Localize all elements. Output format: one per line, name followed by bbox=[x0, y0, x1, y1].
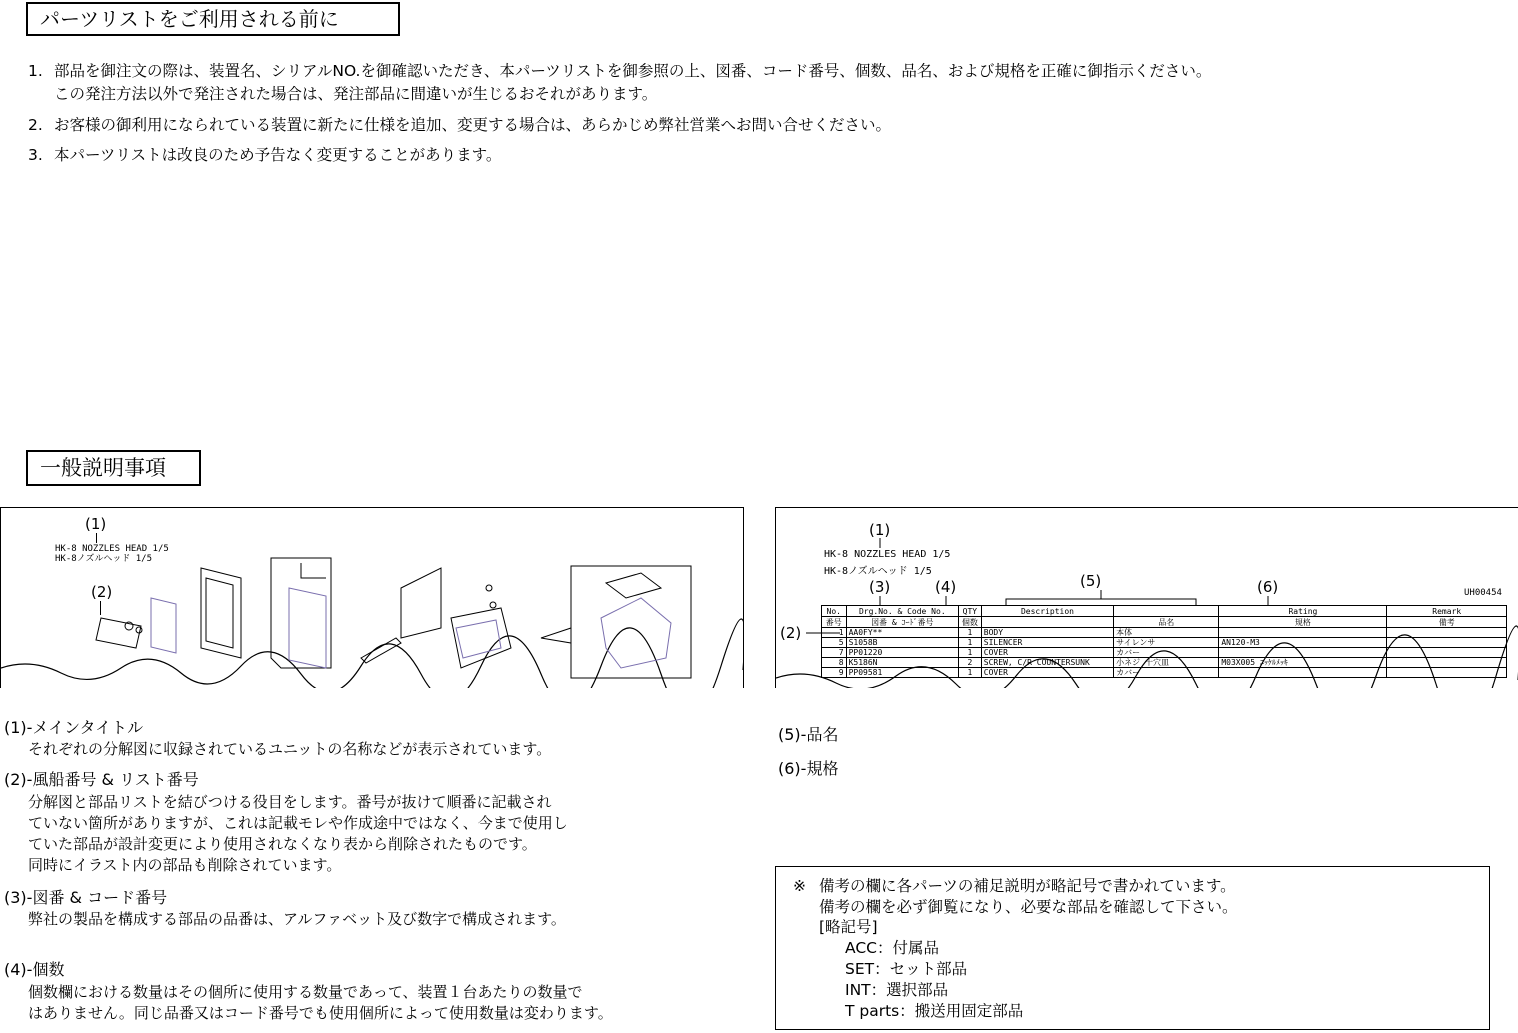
exploded-drawing bbox=[1, 508, 743, 688]
cell-remark bbox=[1387, 628, 1507, 638]
legend-label: 付属品 bbox=[892, 939, 940, 957]
legend-separator: ： bbox=[899, 1002, 915, 1020]
intro-text: 本パーツリストは改良のため予告なく変更することがあります。 bbox=[54, 146, 502, 164]
legend-title: [略記号] bbox=[819, 918, 878, 936]
intro-item-2 bbox=[28, 114, 891, 136]
callout-2: (2) bbox=[780, 624, 802, 642]
col-rating: Rating bbox=[1219, 606, 1387, 617]
main-title-jp: HK-8ノズルヘッド 1/5 bbox=[824, 566, 932, 577]
cell-rating bbox=[1219, 628, 1387, 638]
col-qty-jp: 個数 bbox=[959, 617, 982, 628]
main-title-en: HK-8 NOZZLES HEAD 1/5 bbox=[824, 549, 951, 560]
remark-abbreviation-note bbox=[775, 866, 1490, 1030]
legend-code: SET bbox=[845, 960, 875, 978]
legend-separator: ： bbox=[870, 981, 887, 999]
cell-rating: M03X005 ﾆｯｹﾙﾒｯｷ bbox=[1219, 658, 1387, 668]
intro-number: 3. bbox=[28, 146, 43, 164]
note-line-1: 備考の欄に各パーツの補足説明が略記号で書かれています。 bbox=[819, 877, 1236, 895]
table-row bbox=[822, 648, 1507, 658]
cell-desc: COVER bbox=[981, 648, 1113, 658]
col-name-jp: 品名 bbox=[1114, 617, 1219, 628]
cell-remark bbox=[1387, 638, 1507, 648]
table-header-en bbox=[822, 606, 1507, 617]
legend-separator: ： bbox=[874, 960, 890, 978]
explanation-body-2-line-1: 分解図と部品リストを結びつける役目をします。番号が抜けて順番に記載され bbox=[28, 793, 552, 811]
legend-item bbox=[845, 938, 939, 958]
parts-table bbox=[821, 605, 1507, 678]
note-mark: ※ bbox=[793, 877, 806, 895]
callout-4: (4) bbox=[935, 578, 957, 596]
explanation-body-3: 弊社の製品を構成する部品の品番は、アルファベット及び数字で構成されます。 bbox=[28, 910, 566, 928]
section-heading-before-use: パーツリストをご利用される前に bbox=[26, 2, 400, 36]
cell-code: PP09581 bbox=[846, 668, 958, 678]
cell-desc: SILENCER bbox=[981, 638, 1113, 648]
legend-item bbox=[845, 959, 967, 979]
col-desc: Description bbox=[981, 606, 1113, 617]
callout-1: (1) bbox=[869, 521, 891, 539]
main-title-jp: HK-8ノズルヘッド 1/5 bbox=[55, 554, 152, 564]
table-row bbox=[822, 658, 1507, 668]
callout-1: (1) bbox=[85, 515, 107, 533]
cell-code: S1058B bbox=[846, 638, 958, 648]
intro-text: 部品を御注文の際は、装置名、シリアルNO.を御確認いただき、本パーツリストを御参照の上、図番、コード番号、個数、品名、および規格を正確に御指示ください。 bbox=[54, 62, 1212, 80]
table-row bbox=[822, 638, 1507, 648]
legend-label: セット部品 bbox=[889, 960, 968, 978]
col-code-jp: 図番 & ｺｰﾄﾞ番号 bbox=[846, 617, 958, 628]
legend-label: 選択部品 bbox=[886, 981, 949, 999]
cell-name: カバー bbox=[1114, 648, 1219, 658]
cell-code: PP01220 bbox=[846, 648, 958, 658]
cell-desc: BODY bbox=[981, 628, 1113, 638]
legend-code: INT bbox=[845, 981, 871, 999]
cell-no: 1 bbox=[822, 628, 847, 638]
main-title-en: HK-8 NOZZLES HEAD 1/5 bbox=[55, 544, 169, 554]
col-remark-jp: 備考 bbox=[1387, 617, 1507, 628]
cell-no: 7 bbox=[822, 648, 847, 658]
cell-remark bbox=[1387, 668, 1507, 678]
callout-2: (2) bbox=[91, 583, 113, 601]
table-row bbox=[822, 628, 1507, 638]
explanation-body-4-line-1: 個数欄における数量はその個所に使用する数量であって、装置１台あたりの数量で bbox=[28, 983, 583, 1001]
explanation-title-3: (3)-図番 & コード番号 bbox=[4, 888, 168, 907]
intro-text: この発注方法以外で発注された場合は、発注部品に間違いが生じるおそれがあります。 bbox=[54, 85, 658, 103]
callout-3: (3) bbox=[869, 578, 891, 596]
cell-name: 小ネジ 十穴皿 bbox=[1114, 658, 1219, 668]
cell-desc: SCREW, C/R COUNTERSUNK bbox=[981, 658, 1113, 668]
col-qty: QTY bbox=[959, 606, 982, 617]
cell-rating: AN120-M3 bbox=[1219, 638, 1387, 648]
cell-no: 8 bbox=[822, 658, 847, 668]
callout-6: (6) bbox=[1257, 578, 1279, 596]
col-remark: Remark bbox=[1387, 606, 1507, 617]
cell-name: 本体 bbox=[1114, 628, 1219, 638]
explanation-body-4-line-2: はありません。同じ品番又はコード番号でも使用個所によって使用数量は変わります。 bbox=[28, 1004, 613, 1022]
explanation-title-2: (2)-風船番号 & リスト番号 bbox=[4, 770, 199, 789]
callout-5: (5) bbox=[1080, 572, 1102, 590]
explanation-title-5: (5)-品名 bbox=[778, 725, 839, 744]
cell-qty: 2 bbox=[959, 658, 982, 668]
table-header-jp bbox=[822, 617, 1507, 628]
explanation-body-2-line-2: ていない箇所がありますが、これは記載モレや作成途中ではなく、今まで使用し bbox=[28, 814, 568, 832]
table-row bbox=[822, 668, 1507, 678]
legend-code: ACC bbox=[845, 939, 877, 957]
explanation-body-2-line-4: 同時にイラスト内の部品も削除されています。 bbox=[28, 856, 342, 874]
explanation-title-6: (6)-規格 bbox=[778, 759, 839, 778]
cell-name: カバー bbox=[1114, 668, 1219, 678]
cell-remark bbox=[1387, 658, 1507, 668]
explanation-body-1: それぞれの分解図に収録されているユニットの名称などが表示されています。 bbox=[28, 740, 552, 758]
col-name bbox=[1114, 606, 1219, 617]
cell-desc: COVER bbox=[981, 668, 1113, 678]
legend-label: 搬送用固定部品 bbox=[914, 1002, 1024, 1020]
intro-item-3 bbox=[28, 144, 501, 166]
section-heading-general: 一般説明事項 bbox=[26, 450, 201, 486]
col-no: No. bbox=[822, 606, 847, 617]
intro-number: 1. bbox=[28, 62, 43, 80]
intro-text: お客様の御利用になられている装置に新たに仕様を追加、変更する場合は、あらかじめ弊社営業へお問い合せください。 bbox=[54, 116, 892, 134]
cell-qty: 1 bbox=[959, 638, 982, 648]
legend-item bbox=[845, 1001, 1023, 1021]
intro-item-1 bbox=[28, 60, 1211, 82]
note-line-2: 備考の欄を必ず御覧になり、必要な部品を確認して下さい。 bbox=[819, 898, 1238, 916]
cell-rating bbox=[1219, 668, 1387, 678]
cell-code: AA0FY** bbox=[846, 628, 958, 638]
callout-1-leader bbox=[96, 533, 97, 543]
col-desc-jp bbox=[981, 617, 1113, 628]
explanation-title-1: (1)-メインタイトル bbox=[4, 718, 144, 737]
parts-list-sample bbox=[775, 507, 1518, 688]
drawing-code: UH00454 bbox=[1464, 588, 1502, 598]
cell-no: 5 bbox=[822, 638, 847, 648]
cell-name: サイレンサ bbox=[1114, 638, 1219, 648]
cell-rating bbox=[1219, 648, 1387, 658]
cell-qty: 1 bbox=[959, 628, 982, 638]
col-no-jp: 番号 bbox=[822, 617, 847, 628]
exploded-view-sample bbox=[0, 507, 744, 688]
cell-qty: 1 bbox=[959, 668, 982, 678]
cell-remark bbox=[1387, 648, 1507, 658]
legend-code: T parts bbox=[845, 1002, 900, 1020]
intro-item-1-cont bbox=[54, 83, 657, 105]
legend-separator: ： bbox=[876, 939, 893, 957]
col-rating-jp: 規格 bbox=[1219, 617, 1387, 628]
explanation-title-4: (4)-個数 bbox=[4, 960, 65, 979]
cell-qty: 1 bbox=[959, 648, 982, 658]
intro-number: 2. bbox=[28, 116, 43, 134]
explanation-body-2-line-3: ていた部品が設計変更により使用されなくなり表から削除されたものです。 bbox=[28, 835, 537, 853]
callout-2-leader bbox=[100, 601, 101, 615]
cell-no: 9 bbox=[822, 668, 847, 678]
cell-code: K5186N bbox=[846, 658, 958, 668]
legend-item bbox=[845, 980, 948, 1000]
col-code: Drg.No. & Code No. bbox=[846, 606, 958, 617]
